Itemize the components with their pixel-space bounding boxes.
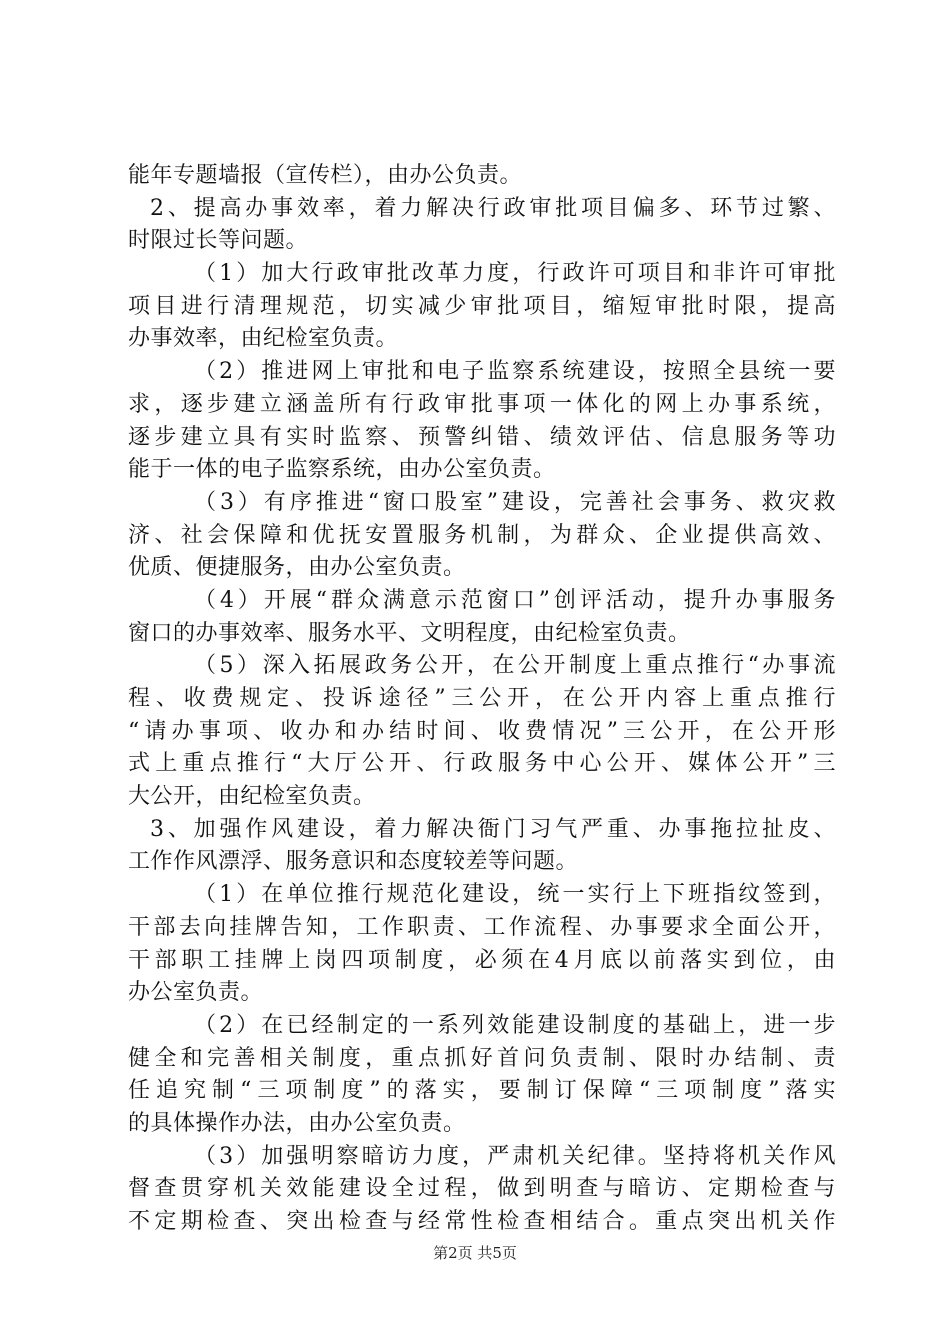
text-line: 2、提高办事效率，着力解决行政审批项目偏多、环节过繁、: [150, 195, 836, 221]
text-line: 干部去向挂牌告知，工作职责、工作流程、办事要求全面公开，: [128, 914, 836, 940]
text-line: 不定期检查、突出检查与经常性检查相结合。重点突出机关作: [128, 1209, 836, 1234]
text-line: （2）在已经制定的一系列效能建设制度的基础上，进一步: [194, 1012, 836, 1038]
page-footer: 第2页 共5页: [433, 1244, 517, 1262]
text-line: 时限过长等问题。: [128, 228, 309, 254]
text-line: 求，逐步建立涵盖所有行政审批事项一体化的网上办事系统，: [128, 391, 836, 417]
text-line: 3、加强作风建设，着力解决衙门习气严重、办事拖拉扯皮、: [150, 816, 836, 842]
text-line: （4）开展“群众满意示范窗口”创评活动，提升办事服务: [194, 587, 836, 613]
text-line: 工作作风漂浮、服务意识和态度较差等问题。: [128, 849, 579, 875]
text-line: （1）在单位推行规范化建设，统一实行上下班指纹签到，: [194, 882, 836, 908]
text-line: 健全和完善相关制度，重点抓好首问负责制、限时办结制、责: [128, 1045, 836, 1071]
text-line: 式上重点推行“大厅公开、行政服务中心公开、媒体公开”三: [128, 751, 836, 777]
text-line: （2）推进网上审批和电子监察系统建设，按照全县统一要: [194, 359, 836, 385]
text-line: 窗口的办事效率、服务水平、文明程度，由纪检室负责。: [128, 620, 691, 646]
text-line: “请办事项、收办和办结时间、收费情况”三公开，在公开形: [128, 718, 836, 744]
text-line: 干部职工挂牌上岗四项制度，必须在4月底以前落实到位，由: [128, 947, 836, 973]
text-line: 任追究制“三项制度”的落实，要制订保障“三项制度”落实: [128, 1078, 836, 1104]
text-line: 逐步建立具有实时监察、预警纠错、绩效评估、信息服务等功: [128, 424, 836, 450]
text-line: 能年专题墙报（宣传栏），由办公负责。: [128, 163, 523, 188]
text-line: 督查贯穿机关效能建设全过程，做到明查与暗访、定期检查与: [128, 1176, 836, 1202]
text-line: 大公开，由纪检室负责。: [128, 784, 376, 810]
text-line: 项目进行清理规范，切实减少审批项目，缩短审批时限，提高: [128, 293, 836, 319]
text-line: （3）加强明察暗访力度，严肃机关纪律。坚持将机关作风: [194, 1143, 836, 1169]
text-line: 程、收费规定、投诉途径”三公开，在公开内容上重点推行: [128, 686, 836, 711]
text-line: 济、社会保障和优抚安置服务机制，为群众、企业提供高效、: [128, 522, 836, 548]
text-line: （1）加大行政审批改革力度，行政许可项目和非许可审批: [194, 261, 836, 287]
text-line: 办公室负责。: [128, 980, 264, 1006]
text-line: （5）深入拓展政务公开，在公开制度上重点推行“办事流: [194, 653, 836, 679]
text-line: 的具体操作办法，由办公室负责。: [128, 1110, 466, 1136]
text-line: 办事效率，由纪检室负责。: [128, 326, 399, 352]
text-line: （3）有序推进“窗口股室”建设，完善社会事务、救灾救: [194, 489, 836, 515]
text-line: 优质、便捷服务，由办公室负责。: [128, 555, 466, 581]
text-line: 能于一体的电子监察系统，由办公室负责。: [128, 457, 556, 483]
document-body: [128, 160, 836, 1239]
